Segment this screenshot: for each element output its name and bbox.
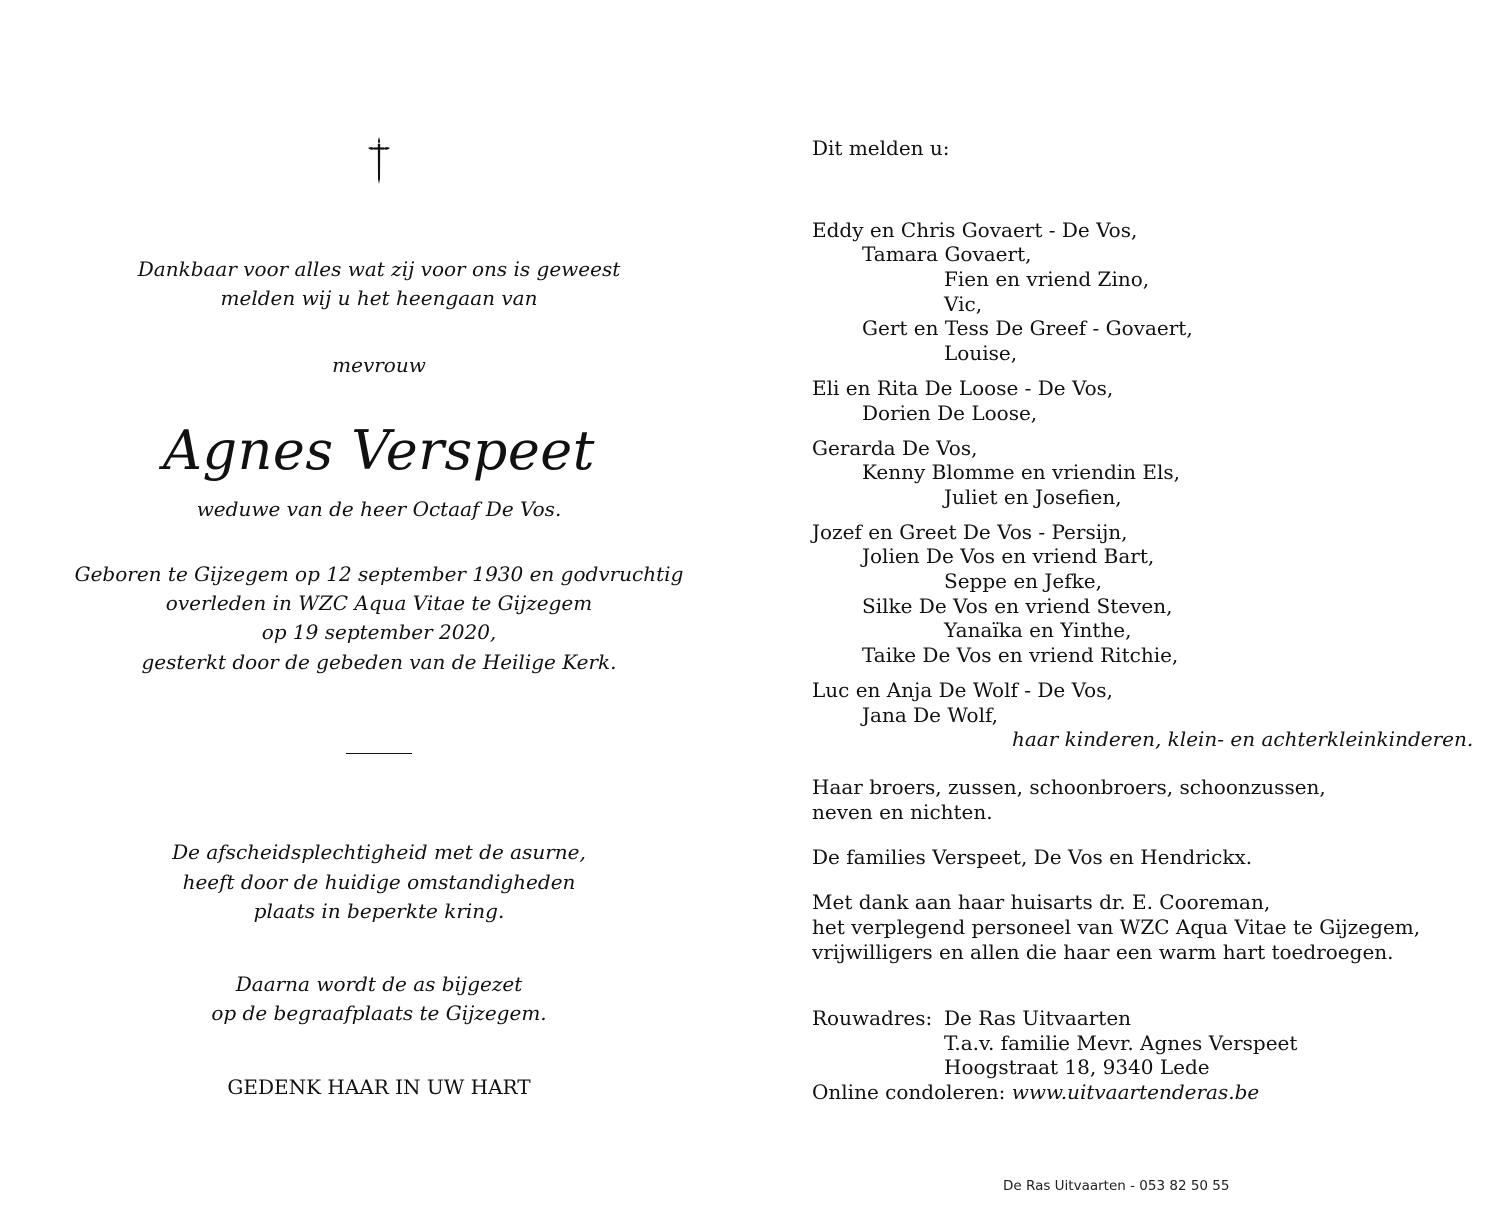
deceased-name: Agnes Verspeet [163,419,595,482]
relatives-line-2: neven en nichten. [812,800,993,824]
address-line-1: De Ras Uitvaarten [944,1006,1132,1030]
family-line: Seppe en Jefke, [944,569,1102,593]
born-line-4: gesterkt door de gebeden van de Heilige Kerk. [141,650,617,674]
right-header: Dit melden u: [812,136,950,160]
ceremony-line-1: De afscheidsplechtigheid met de asurne, [172,840,586,864]
ceremony-line-2: heeft door de huidige omstandigheden [182,870,576,894]
family-line: Jozef en Greet De Vos - Persijn, [812,520,1128,544]
honorific: mevrouw [332,353,426,377]
thanks-line-3: vrijwilligers en allen die haar een warm hart toedroegen. [812,940,1394,964]
born-line-2: overleden in WZC Aqua Vitae te Gijzegem [165,591,593,615]
relatives-line-1: Haar broers, zussen, schoonbroers, schoonzussen, [812,775,1326,799]
thanks-line-1: Met dank aan haar huisarts dr. E. Cooreman, [812,890,1271,914]
born-line-1: Geboren te Gijzegem op 12 september 1930 en godvruchtig [74,562,684,586]
address-label: Rouwadres: [812,1006,933,1030]
spouse-line: weduwe van de heer Octaaf De Vos. [196,497,562,521]
family-line: Yanaïka en Yinthe, [944,618,1132,642]
family-line: Gert en Tess De Greef - Govaert, [862,316,1193,340]
closing-line: GEDENK HAAR IN UW HART [227,1075,531,1099]
divider [346,753,412,754]
footer-credit: De Ras Uitvaarten - 053 82 50 55 [1003,1178,1230,1194]
family-line: Eli en Rita De Loose - De Vos, [812,376,1114,400]
online-label: Online condoleren: [812,1080,1006,1104]
family-line: Gerarda De Vos, [812,436,978,460]
family-line: Fien en vriend Zino, [944,267,1150,291]
thanks-line-2: het verplegend personeel van WZC Aqua Vitae te Gijzegem, [812,915,1421,939]
family-line: Louise, [944,341,1018,365]
family-line: Tamara Govaert, [862,242,1032,266]
address-line-2: T.a.v. familie Mevr. Agnes Verspeet [944,1031,1298,1055]
family-line: Silke De Vos en vriend Steven, [862,594,1173,618]
burial-line-2: op de begraafplaats te Gijzegem. [211,1001,547,1025]
families-line: De families Verspeet, De Vos en Hendrickx. [812,845,1253,869]
intro-line-1: Dankbaar voor alles wat zij voor ons is geweest [137,257,621,281]
family-caption: haar kinderen, klein- en achterkleinkinderen. [1012,727,1474,751]
family-line: Kenny Blomme en vriendin Els, [862,460,1181,484]
intro-line-2: melden wij u het heengaan van [220,286,538,310]
burial-line-1: Daarna wordt de as bijgezet [235,972,523,996]
family-line: Jana De Wolf, [862,703,999,727]
address-line-3: Hoogstraat 18, 9340 Lede [944,1055,1210,1079]
ceremony-line-3: plaats in beperkte kring. [253,899,505,923]
born-line-3: op 19 september 2020, [261,620,497,644]
family-line: Vic, [944,292,983,316]
family-line: Juliet en Josefien, [944,485,1122,509]
online-url-link[interactable]: www.uitvaartenderas.be [1011,1080,1260,1104]
family-line: Dorien De Loose, [862,401,1038,425]
family-line: Eddy en Chris Govaert - De Vos, [812,218,1138,242]
family-line: Jolien De Vos en vriend Bart, [862,544,1155,568]
family-line: Taike De Vos en vriend Ritchie, [862,643,1179,667]
cross-icon [365,135,393,185]
online-condolence [812,1080,1259,1105]
family-line: Luc en Anja De Wolf - De Vos, [812,678,1113,702]
